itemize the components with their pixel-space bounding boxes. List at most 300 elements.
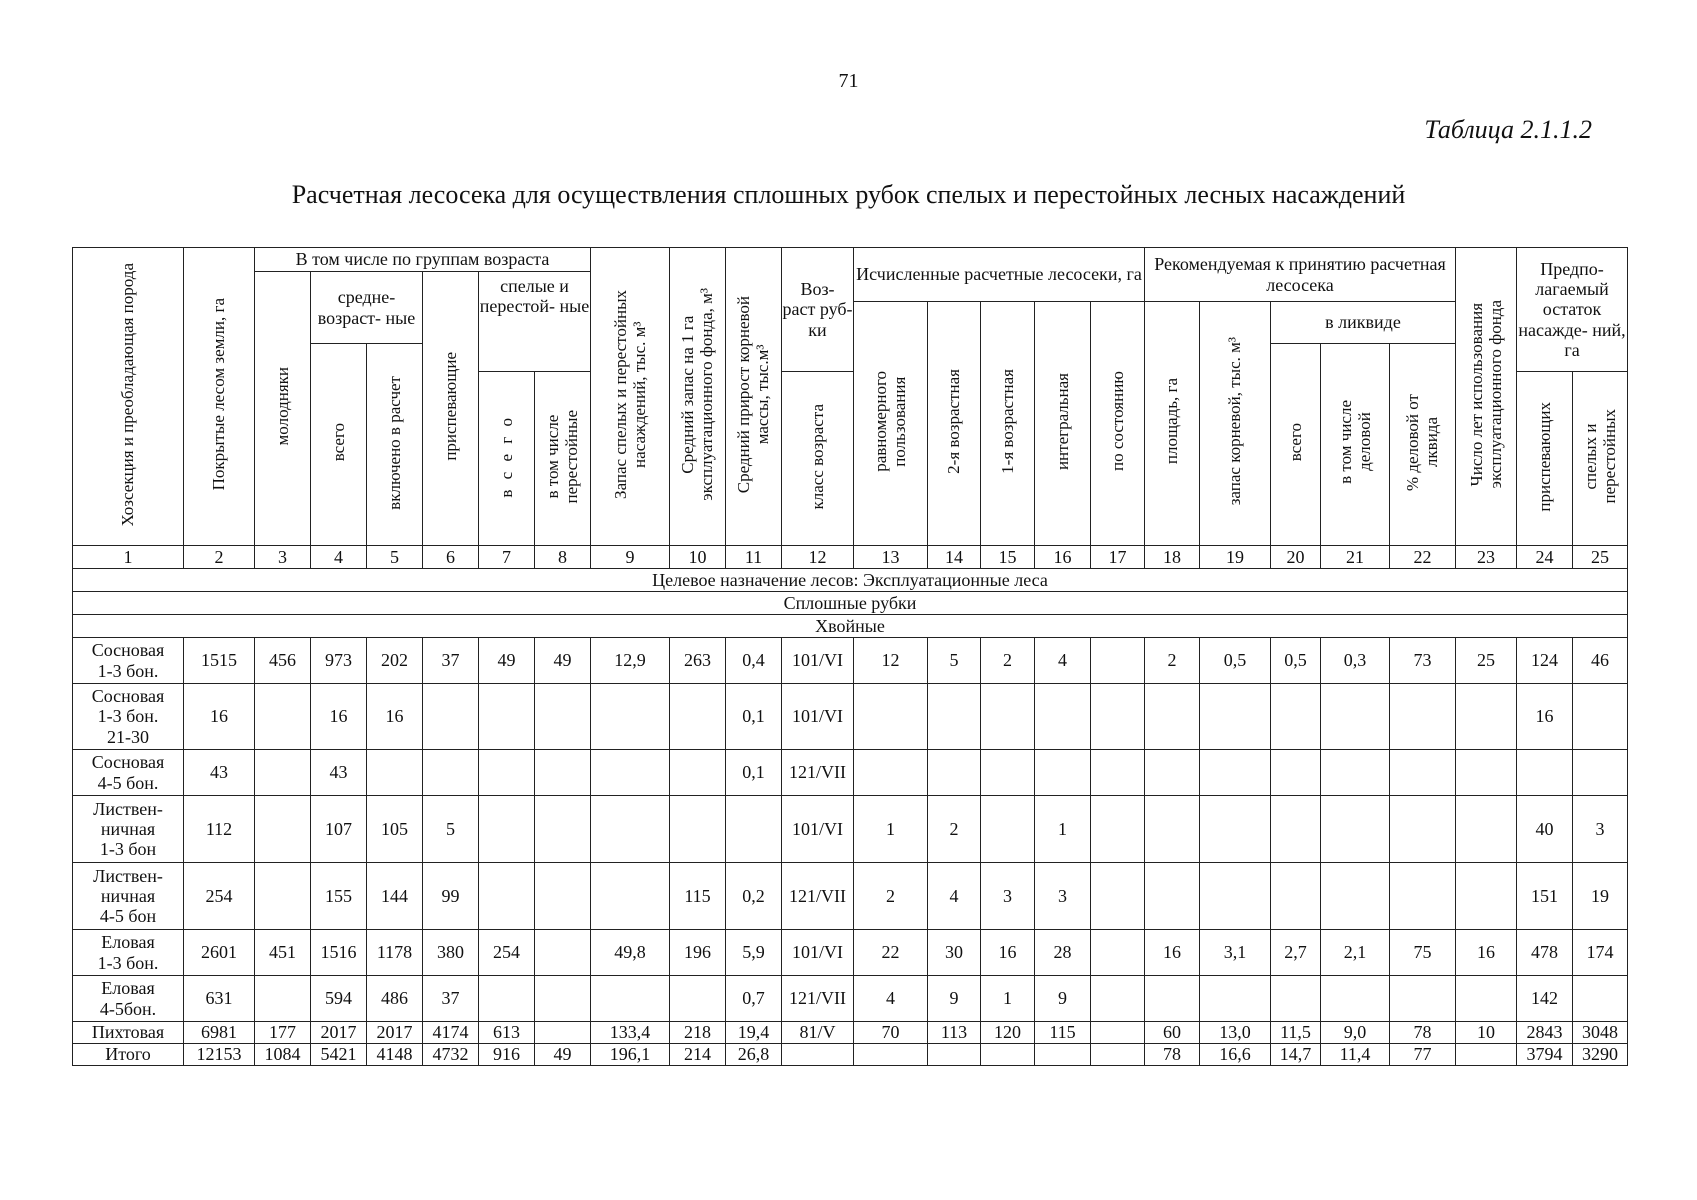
cell-col-11: 0,1	[726, 684, 782, 750]
cell-col-19	[1200, 976, 1271, 1022]
row-species	[73, 976, 184, 1022]
cell-col-20: 0,5	[1271, 638, 1321, 684]
table-row	[73, 1044, 1628, 1066]
cell-col-18	[1145, 796, 1200, 863]
header-col-21: в том числе деловой	[1321, 344, 1390, 546]
cell-col-24: 3794	[1517, 1044, 1573, 1066]
table-label: Таблица 2.1.1.2	[1424, 115, 1592, 144]
cell-col-19: 13,0	[1200, 1022, 1271, 1044]
cell-col-18: 16	[1145, 930, 1200, 976]
cell-col-16: 115	[1035, 1022, 1091, 1044]
cell-col-8	[535, 930, 591, 976]
row-species-line: Сосновая	[91, 640, 165, 661]
cell-col-7	[479, 750, 535, 796]
column-number: 10	[670, 546, 726, 569]
cell-col-25: 46	[1573, 638, 1628, 684]
table-row	[73, 750, 1628, 796]
cell-col-6: 99	[423, 863, 479, 930]
cell-col-23	[1456, 863, 1517, 930]
header-col-14: 2-я возрастная	[928, 302, 981, 546]
header-col-12: класс возраста	[782, 372, 854, 546]
column-number: 8	[535, 546, 591, 569]
cell-col-14: 4	[928, 863, 981, 930]
row-species-line: Сосновая	[91, 686, 165, 707]
table-row	[73, 930, 1628, 976]
column-number: 7	[479, 546, 535, 569]
cell-col-12: 101/VI	[782, 796, 854, 863]
cell-col-21	[1321, 750, 1390, 796]
row-species-line: Еловая	[101, 932, 155, 953]
cell-col-24: 16	[1517, 684, 1573, 750]
cell-col-18	[1145, 684, 1200, 750]
column-number: 9	[591, 546, 670, 569]
cell-col-2: 254	[184, 863, 255, 930]
cell-col-2: 1515	[184, 638, 255, 684]
cell-col-13	[854, 684, 928, 750]
cell-col-5: 144	[367, 863, 423, 930]
cell-col-11: 0,1	[726, 750, 782, 796]
cell-col-18	[1145, 976, 1200, 1022]
table-header	[73, 248, 1628, 546]
cell-col-19: 3,1	[1200, 930, 1271, 976]
header-col-6: приспевающие	[423, 272, 479, 546]
cell-col-8	[535, 750, 591, 796]
cell-col-10: 196	[670, 930, 726, 976]
cell-col-15	[981, 796, 1035, 863]
table-row	[73, 976, 1628, 1022]
header-mid-aged: средне- возраст- ные	[311, 272, 423, 344]
cell-col-25	[1573, 750, 1628, 796]
cell-col-5: 4148	[367, 1044, 423, 1066]
cell-col-2: 43	[184, 750, 255, 796]
cell-col-15: 120	[981, 1022, 1035, 1044]
cell-col-3	[255, 684, 311, 750]
cell-col-21	[1321, 796, 1390, 863]
row-species-line: Листвен-	[93, 798, 163, 819]
cell-col-8	[535, 1022, 591, 1044]
header-age-groups: В том числе по группам возраста	[255, 248, 591, 272]
cell-col-7: 254	[479, 930, 535, 976]
cell-col-4: 1516	[311, 930, 367, 976]
cell-col-3: 456	[255, 638, 311, 684]
row-species-line: 1-3 бон.	[97, 660, 159, 681]
cell-col-18	[1145, 750, 1200, 796]
table-row	[73, 684, 1628, 750]
header-col-5: включено в расчет	[367, 344, 423, 546]
row-species-line: 1-3 бон	[99, 839, 157, 860]
row-species-line: 1-3 бон.	[97, 706, 159, 727]
section-row-felling	[73, 592, 1628, 615]
cell-col-13: 22	[854, 930, 928, 976]
cell-col-23	[1456, 750, 1517, 796]
cell-col-17	[1091, 863, 1145, 930]
cell-col-22: 77	[1390, 1044, 1456, 1066]
cell-col-25	[1573, 684, 1628, 750]
cell-col-7: 49	[479, 638, 535, 684]
cell-col-9: 12,9	[591, 638, 670, 684]
cell-col-3: 1084	[255, 1044, 311, 1066]
cell-col-20: 11,5	[1271, 1022, 1321, 1044]
cell-col-19: 0,5	[1200, 638, 1271, 684]
cell-col-17	[1091, 930, 1145, 976]
section-felling-type: Сплошные рубки	[73, 592, 1628, 615]
cell-col-10	[670, 750, 726, 796]
cell-col-11: 5,9	[726, 930, 782, 976]
column-number: 18	[1145, 546, 1200, 569]
header-col-13: равномерного пользования	[854, 302, 928, 546]
header-col-3: молодняки	[255, 272, 311, 546]
cell-col-13	[854, 1044, 928, 1066]
row-species-line: 1-3 бон.	[97, 952, 159, 973]
cell-col-5: 486	[367, 976, 423, 1022]
cell-col-23	[1456, 976, 1517, 1022]
cell-col-16: 1	[1035, 796, 1091, 863]
cell-col-4: 2017	[311, 1022, 367, 1044]
cell-col-5: 202	[367, 638, 423, 684]
row-species-line: 21-30	[107, 726, 149, 747]
cell-col-10	[670, 976, 726, 1022]
cell-col-13: 12	[854, 638, 928, 684]
cell-col-14: 30	[928, 930, 981, 976]
cell-col-2: 12153	[184, 1044, 255, 1066]
cell-col-24	[1517, 750, 1573, 796]
section-row-purpose	[73, 569, 1628, 592]
cell-col-6: 5	[423, 796, 479, 863]
cell-col-2: 112	[184, 796, 255, 863]
cell-col-24: 2843	[1517, 1022, 1573, 1044]
cell-col-14	[928, 684, 981, 750]
cell-col-5: 16	[367, 684, 423, 750]
cell-col-23	[1456, 1044, 1517, 1066]
page-number: 71	[838, 70, 859, 92]
cell-col-25: 3048	[1573, 1022, 1628, 1044]
cell-col-24: 478	[1517, 930, 1573, 976]
row-species	[73, 638, 184, 684]
cell-col-2: 631	[184, 976, 255, 1022]
cell-col-6	[423, 750, 479, 796]
cell-col-20	[1271, 750, 1321, 796]
cell-col-25: 19	[1573, 863, 1628, 930]
cell-col-8	[535, 976, 591, 1022]
cell-col-15	[981, 1044, 1035, 1066]
cell-col-4: 155	[311, 863, 367, 930]
row-species	[73, 930, 184, 976]
column-number: 15	[981, 546, 1035, 569]
column-number: 22	[1390, 546, 1456, 569]
cell-col-19	[1200, 796, 1271, 863]
section-purpose: Целевое назначение лесов: Эксплуатационные леса	[73, 569, 1628, 592]
header-col-19: запас корневой, тыс. м³	[1200, 302, 1271, 546]
cell-col-24: 142	[1517, 976, 1573, 1022]
cell-col-16	[1035, 684, 1091, 750]
cell-col-18	[1145, 863, 1200, 930]
cell-col-20	[1271, 976, 1321, 1022]
column-number: 24	[1517, 546, 1573, 569]
cell-col-22	[1390, 796, 1456, 863]
cell-col-11: 19,4	[726, 1022, 782, 1044]
cell-col-10: 263	[670, 638, 726, 684]
header-mature: спелые и перестой- ные	[479, 272, 591, 372]
column-number: 6	[423, 546, 479, 569]
cell-col-7	[479, 863, 535, 930]
column-number: 16	[1035, 546, 1091, 569]
section-row-group	[73, 615, 1628, 638]
cell-col-16: 9	[1035, 976, 1091, 1022]
cell-col-19	[1200, 863, 1271, 930]
cell-col-12: 121/VII	[782, 750, 854, 796]
row-species-line: 4-5бон.	[99, 998, 157, 1019]
column-number: 23	[1456, 546, 1517, 569]
cell-col-12: 121/VII	[782, 863, 854, 930]
header-col-2: Покрытые лесом земли, га	[184, 248, 255, 546]
column-number: 5	[367, 546, 423, 569]
header-col-24: приспевающих	[1517, 372, 1573, 546]
cell-col-12: 81/V	[782, 1022, 854, 1044]
cell-col-6: 4174	[423, 1022, 479, 1044]
cell-col-9: 49,8	[591, 930, 670, 976]
cell-col-17	[1091, 638, 1145, 684]
row-species	[73, 796, 184, 863]
column-number: 17	[1091, 546, 1145, 569]
cell-col-14	[928, 750, 981, 796]
header-col-17: по состоянию	[1091, 302, 1145, 546]
cell-col-22	[1390, 750, 1456, 796]
cell-col-19	[1200, 750, 1271, 796]
cell-col-6: 380	[423, 930, 479, 976]
cell-col-7: 613	[479, 1022, 535, 1044]
cell-col-10	[670, 684, 726, 750]
cell-col-5: 105	[367, 796, 423, 863]
cell-col-24: 40	[1517, 796, 1573, 863]
cell-col-20: 2,7	[1271, 930, 1321, 976]
cell-col-21: 0,3	[1321, 638, 1390, 684]
cell-col-14: 5	[928, 638, 981, 684]
cell-col-22: 78	[1390, 1022, 1456, 1044]
cell-col-17	[1091, 976, 1145, 1022]
cell-col-9	[591, 750, 670, 796]
cell-col-13: 1	[854, 796, 928, 863]
cell-col-20: 14,7	[1271, 1044, 1321, 1066]
felling-table	[72, 247, 1628, 1066]
cell-col-14: 113	[928, 1022, 981, 1044]
cell-col-15: 16	[981, 930, 1035, 976]
column-number: 2	[184, 546, 255, 569]
cell-col-9	[591, 684, 670, 750]
cell-col-4: 107	[311, 796, 367, 863]
column-number: 4	[311, 546, 367, 569]
cell-col-21: 9,0	[1321, 1022, 1390, 1044]
cell-col-25: 3	[1573, 796, 1628, 863]
cell-col-8: 49	[535, 1044, 591, 1066]
header-calculated-felling: Исчисленные расчетные лесосеки, га	[854, 248, 1145, 302]
cell-col-12: 121/VII	[782, 976, 854, 1022]
cell-col-23	[1456, 796, 1517, 863]
cell-col-16	[1035, 1044, 1091, 1066]
header-recommended-felling: Рекомендуемая к принятию расчетная лесосека	[1145, 248, 1456, 302]
cell-col-2: 16	[184, 684, 255, 750]
cell-col-18: 2	[1145, 638, 1200, 684]
column-number: 19	[1200, 546, 1271, 569]
cell-col-25: 3290	[1573, 1044, 1628, 1066]
document-title: Расчетная лесосека для осуществления сплошных рубок спелых и перестойных лесных насаждений	[291, 180, 1406, 209]
column-number: 12	[782, 546, 854, 569]
cell-col-12: 101/VI	[782, 684, 854, 750]
cell-col-5: 1178	[367, 930, 423, 976]
cell-col-13: 4	[854, 976, 928, 1022]
cell-col-21	[1321, 863, 1390, 930]
cell-col-22	[1390, 976, 1456, 1022]
column-numbers-row	[73, 546, 1628, 569]
cell-col-20	[1271, 684, 1321, 750]
cell-col-22	[1390, 863, 1456, 930]
header-felling-age: Воз- раст руб- ки	[782, 248, 854, 372]
cell-col-23: 16	[1456, 930, 1517, 976]
row-species-line: ничная	[100, 818, 156, 839]
column-number: 14	[928, 546, 981, 569]
cell-col-13	[854, 750, 928, 796]
cell-col-2: 2601	[184, 930, 255, 976]
cell-col-18: 78	[1145, 1044, 1200, 1066]
cell-col-6	[423, 684, 479, 750]
cell-col-22: 75	[1390, 930, 1456, 976]
table-row	[73, 1022, 1628, 1044]
cell-col-10: 115	[670, 863, 726, 930]
table-row	[73, 638, 1628, 684]
cell-col-5	[367, 750, 423, 796]
cell-col-4: 594	[311, 976, 367, 1022]
cell-col-3: 451	[255, 930, 311, 976]
cell-col-2: 6981	[184, 1022, 255, 1044]
row-species-line: Еловая	[101, 978, 155, 999]
cell-col-7	[479, 796, 535, 863]
header-col-20: всего	[1271, 344, 1321, 546]
cell-col-10: 218	[670, 1022, 726, 1044]
cell-col-16: 3	[1035, 863, 1091, 930]
header-col-4: всего	[311, 344, 367, 546]
header-col-8: в том числе перестойные	[535, 372, 591, 546]
cell-col-9: 196,1	[591, 1044, 670, 1066]
row-species-line: Листвен-	[93, 865, 163, 886]
column-number: 1	[73, 546, 184, 569]
cell-col-9	[591, 863, 670, 930]
cell-col-21	[1321, 684, 1390, 750]
cell-col-12: 101/VI	[782, 638, 854, 684]
cell-col-19: 16,6	[1200, 1044, 1271, 1066]
header-col-15: 1-я возрастная	[981, 302, 1035, 546]
cell-col-12	[782, 1044, 854, 1066]
cell-col-7	[479, 976, 535, 1022]
row-species	[73, 684, 184, 750]
section-group: Хвойные	[73, 615, 1628, 638]
cell-col-25: 174	[1573, 930, 1628, 976]
row-species-line: Итого	[105, 1044, 151, 1065]
cell-col-17	[1091, 684, 1145, 750]
table-row	[73, 863, 1628, 930]
cell-col-17	[1091, 1044, 1145, 1066]
cell-col-21: 2,1	[1321, 930, 1390, 976]
cell-col-3	[255, 863, 311, 930]
row-species-line: 4-5 бон	[99, 906, 157, 927]
cell-col-16: 4	[1035, 638, 1091, 684]
cell-col-25	[1573, 976, 1628, 1022]
cell-col-11: 0,4	[726, 638, 782, 684]
cell-col-19	[1200, 684, 1271, 750]
cell-col-15: 3	[981, 863, 1035, 930]
row-species-line: Пихтовая	[91, 1022, 165, 1043]
cell-col-15	[981, 750, 1035, 796]
cell-col-23: 10	[1456, 1022, 1517, 1044]
cell-col-6: 4732	[423, 1044, 479, 1066]
cell-col-16	[1035, 750, 1091, 796]
cell-col-4: 16	[311, 684, 367, 750]
row-species-line: Сосновая	[91, 752, 165, 773]
row-species	[73, 1044, 184, 1066]
cell-col-9: 133,4	[591, 1022, 670, 1044]
cell-col-5: 2017	[367, 1022, 423, 1044]
table-row	[73, 796, 1628, 863]
cell-col-13: 70	[854, 1022, 928, 1044]
cell-col-21	[1321, 976, 1390, 1022]
column-number: 11	[726, 546, 782, 569]
row-species	[73, 750, 184, 796]
header-col-10: Средний запас на 1 га эксплуатационного фонда, м³	[670, 248, 726, 546]
cell-col-9	[591, 796, 670, 863]
cell-col-14: 9	[928, 976, 981, 1022]
cell-col-15: 1	[981, 976, 1035, 1022]
row-species-line: 4-5 бон.	[97, 772, 159, 793]
cell-col-18: 60	[1145, 1022, 1200, 1044]
cell-col-23	[1456, 684, 1517, 750]
header-col-7: в с е г о	[479, 372, 535, 546]
header-col-22: % деловой от лквида	[1390, 344, 1456, 546]
cell-col-15	[981, 684, 1035, 750]
column-number: 13	[854, 546, 928, 569]
cell-col-4: 43	[311, 750, 367, 796]
cell-col-22: 73	[1390, 638, 1456, 684]
cell-col-6: 37	[423, 638, 479, 684]
cell-col-22	[1390, 684, 1456, 750]
cell-col-15: 2	[981, 638, 1035, 684]
cell-col-17	[1091, 796, 1145, 863]
cell-col-24: 124	[1517, 638, 1573, 684]
cell-col-14	[928, 1044, 981, 1066]
cell-col-23: 25	[1456, 638, 1517, 684]
cell-col-10: 214	[670, 1044, 726, 1066]
row-species	[73, 863, 184, 930]
table-body	[73, 546, 1628, 1066]
cell-col-11: 26,8	[726, 1044, 782, 1066]
header-col-16: интегральная	[1035, 302, 1091, 546]
column-number: 20	[1271, 546, 1321, 569]
column-number: 25	[1573, 546, 1628, 569]
cell-col-3	[255, 976, 311, 1022]
header-col-9: Запас спелых и перестойных насаждений, тыс. м³	[591, 248, 670, 546]
cell-col-6: 37	[423, 976, 479, 1022]
cell-col-8: 49	[535, 638, 591, 684]
cell-col-11: 0,2	[726, 863, 782, 930]
cell-col-11	[726, 796, 782, 863]
cell-col-7	[479, 684, 535, 750]
header-remainder: Предпо- лагаемый остаток насажде- ний, га	[1517, 248, 1628, 372]
cell-col-13: 2	[854, 863, 928, 930]
cell-col-8	[535, 684, 591, 750]
column-number: 21	[1321, 546, 1390, 569]
cell-col-16: 28	[1035, 930, 1091, 976]
cell-col-8	[535, 863, 591, 930]
header-col-25: спелых и перестойных	[1573, 372, 1628, 546]
cell-col-17	[1091, 1022, 1145, 1044]
cell-col-3: 177	[255, 1022, 311, 1044]
